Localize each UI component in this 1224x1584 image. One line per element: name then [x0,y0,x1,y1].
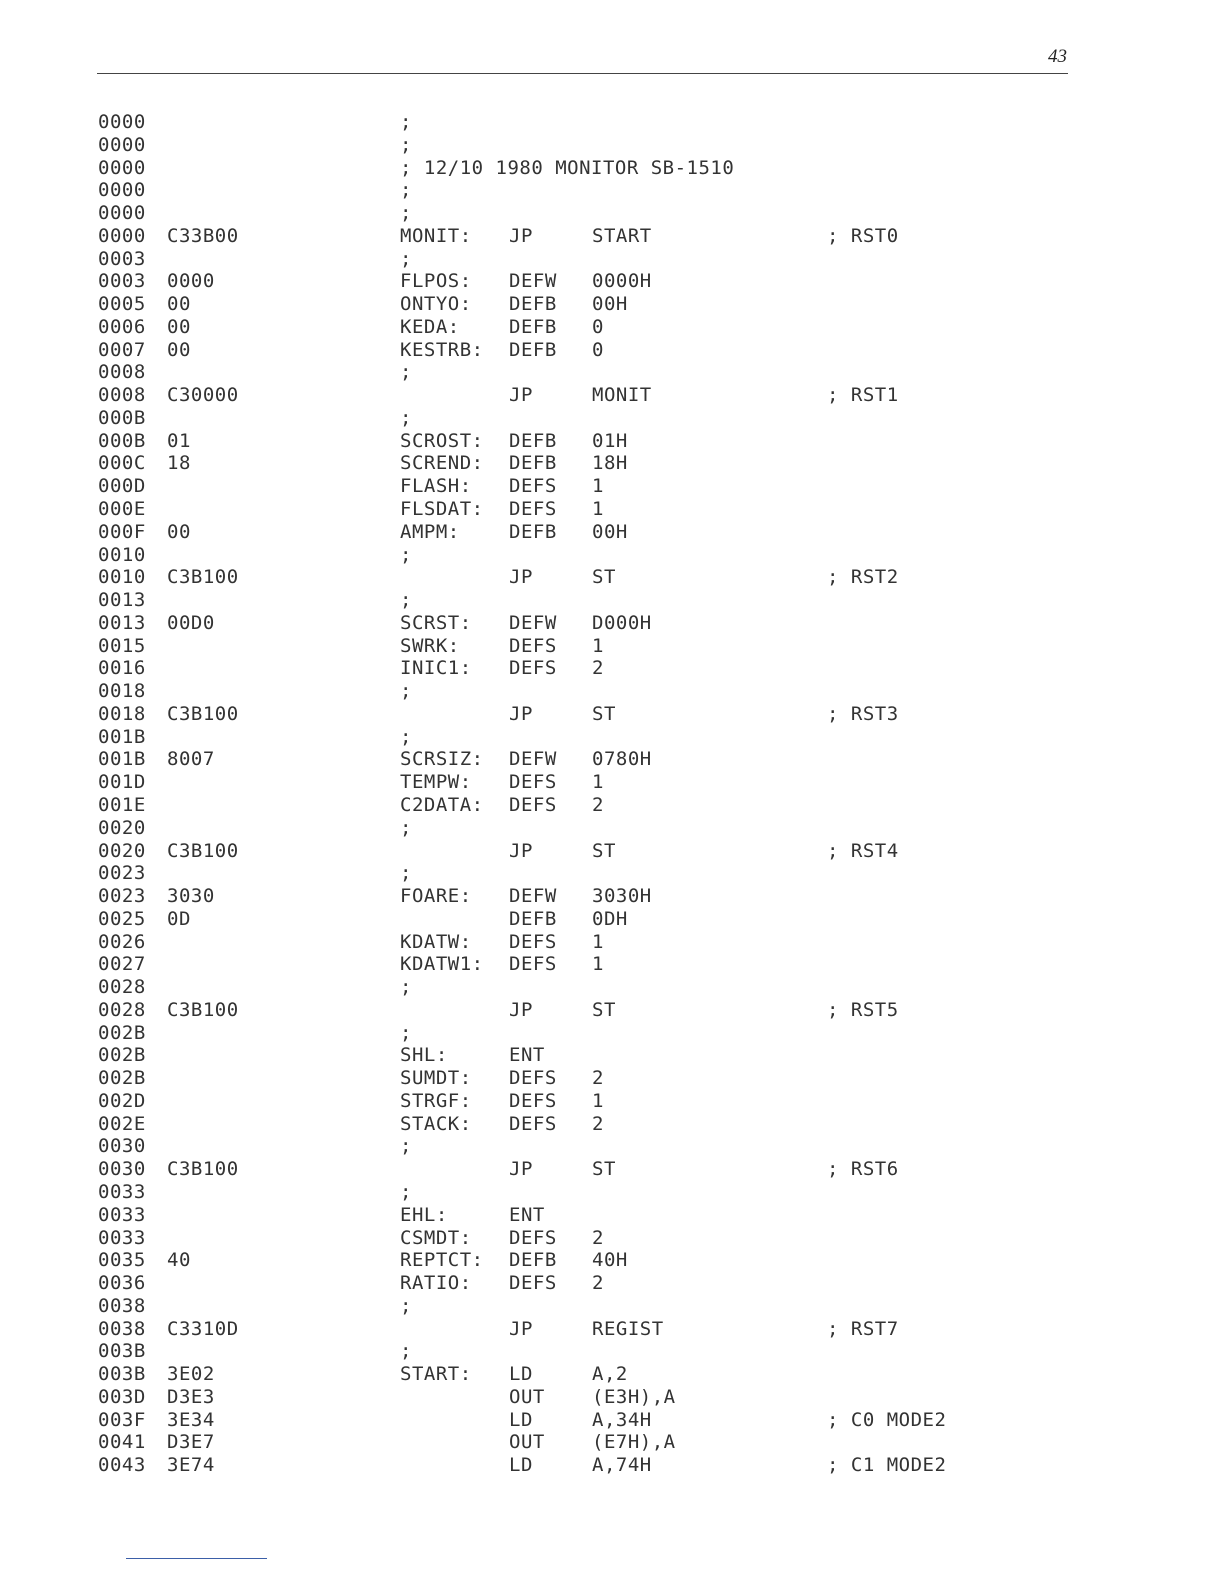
line-operand: 1 [592,634,604,657]
line-address: 000B [98,429,146,452]
line-operand: 1 [592,930,604,953]
line-object-code: C3B100 [167,839,239,862]
line-operand: 2 [592,1067,604,1090]
line-address: 0033 [98,1180,146,1203]
line-object-code: C33B00 [167,224,239,247]
line-label: MONIT: [400,224,472,247]
line-object-code: C3B100 [167,702,239,725]
line-operand: ST [592,566,616,589]
line-object-code: 00 [167,315,191,338]
line-address: 0010 [98,566,146,589]
listing-line [98,202,998,225]
listing-line [98,407,998,430]
line-operand: (E7H),A [592,1431,676,1454]
line-address: 0036 [98,1272,146,1295]
line-label: FOARE: [400,885,472,908]
line-label: FLSDAT: [400,498,484,521]
line-object-code: 3E02 [167,1363,215,1386]
line-address: 0003 [98,247,146,270]
line-address: 0003 [98,270,146,293]
listing-line [98,885,998,908]
line-mnemonic: OUT [509,1385,545,1408]
line-label: KEDA: [400,315,460,338]
line-label: FLASH: [400,475,472,498]
line-operand: 00H [592,293,628,316]
line-address: 000B [98,406,146,429]
line-label: ; [400,1135,412,1158]
line-object-code: 3E34 [167,1408,215,1431]
line-operand: ST [592,1158,616,1181]
line-label: ; [400,543,412,566]
listing-line [98,498,998,521]
listing-line [98,1431,998,1454]
line-operand: 0780H [592,748,652,771]
line-label: ; [400,1180,412,1203]
line-operand: 1 [592,475,604,498]
line-operand: 1 [592,498,604,521]
line-address: 0025 [98,907,146,930]
listing-line [98,1044,998,1067]
line-address: 0000 [98,133,146,156]
line-operand: START [592,224,652,247]
line-object-code: 3E74 [167,1454,215,1477]
listing-line [98,293,998,316]
line-address: 003B [98,1363,146,1386]
line-mnemonic: JP [509,1317,533,1340]
line-operand: ST [592,702,616,725]
line-object-code: 0D [167,907,191,930]
line-comment: ; RST3 [827,702,899,725]
line-mnemonic: DEFB [509,429,557,452]
line-label: ; [400,725,412,748]
line-mnemonic: LD [509,1363,533,1386]
line-label: ; [400,361,412,384]
line-label: FLPOS: [400,270,472,293]
listing-line [98,1340,998,1363]
listing-line [98,771,998,794]
listing-line [98,999,998,1022]
line-address: 0018 [98,680,146,703]
listing-line [98,521,998,544]
line-operand: 2 [592,1112,604,1135]
line-mnemonic: DEFS [509,1112,557,1135]
line-mnemonic: DEFS [509,771,557,794]
line-address: 0006 [98,315,146,338]
line-object-code: C30000 [167,384,239,407]
line-address: 0016 [98,657,146,680]
line-mnemonic: DEFW [509,748,557,771]
line-label: CSMDT: [400,1226,472,1249]
listing-line [98,157,998,180]
line-object-code: C3B100 [167,566,239,589]
line-label: REPTCT: [400,1249,484,1272]
line-operand: 1 [592,1089,604,1112]
line-label: ; [400,133,412,156]
line-address: 0018 [98,702,146,725]
line-operand: 2 [592,1272,604,1295]
listing-line [98,1272,998,1295]
listing-line [98,430,998,453]
line-mnemonic: DEFB [509,452,557,475]
line-label: ; [400,1021,412,1044]
line-comment: ; RST0 [827,224,899,247]
listing-line [98,179,998,202]
line-label: STACK: [400,1112,472,1135]
listing-line [98,1022,998,1045]
line-mnemonic: JP [509,702,533,725]
line-label: KDATW1: [400,953,484,976]
line-address: 0007 [98,338,146,361]
page-number: 43 [1048,46,1067,67]
line-label: SCROST: [400,429,484,452]
listing-line [98,1295,998,1318]
listing-line [98,361,998,384]
line-label: ; [400,179,412,202]
line-mnemonic: DEFS [509,634,557,657]
line-label: ; [400,111,412,133]
listing-line [98,1067,998,1090]
line-address: 0000 [98,179,146,202]
line-mnemonic: DEFS [509,1272,557,1295]
line-object-code: 0000 [167,270,215,293]
listing-line [98,817,998,840]
line-mnemonic: DEFW [509,611,557,634]
line-address: 0010 [98,543,146,566]
line-mnemonic: DEFS [509,475,557,498]
line-object-code: 8007 [167,748,215,771]
line-label: START: [400,1363,472,1386]
line-address: 001E [98,793,146,816]
footnote-rule [126,1558,267,1559]
line-object-code: 18 [167,452,191,475]
line-mnemonic: DEFB [509,338,557,361]
line-operand: 00H [592,520,628,543]
line-address: 0013 [98,589,146,612]
line-label: ; [400,976,412,999]
line-address: 0000 [98,156,146,179]
listing-line [98,475,998,498]
line-label: ; [400,1294,412,1317]
line-address: 0030 [98,1135,146,1158]
line-address: 0008 [98,361,146,384]
line-address: 0013 [98,611,146,634]
line-address: 002B [98,1067,146,1090]
line-operand: A,74H [592,1454,652,1477]
line-label: ; [400,1340,412,1363]
line-operand: 1 [592,953,604,976]
assembly-listing [98,111,998,1477]
line-operand: 0000H [592,270,652,293]
line-label: SUMDT: [400,1067,472,1090]
line-comment: ; RST1 [827,384,899,407]
line-label: ; [400,247,412,270]
line-address: 0028 [98,976,146,999]
listing-line [98,225,998,248]
line-comment: ; RST6 [827,1158,899,1181]
line-object-code: C3310D [167,1317,239,1340]
line-mnemonic: ENT [509,1203,545,1226]
line-label: ; [400,816,412,839]
line-mnemonic: DEFB [509,293,557,316]
line-label: SWRK: [400,634,460,657]
listing-line [98,1090,998,1113]
listing-line [98,248,998,271]
line-address: 0035 [98,1249,146,1272]
line-label: ONTYO: [400,293,472,316]
line-label: ; 12/10 1980 MONITOR SB-1510 [400,156,735,179]
line-label: SHL: [400,1044,448,1067]
listing-line [98,1204,998,1227]
listing-line [98,976,998,999]
line-mnemonic: JP [509,1158,533,1181]
line-mnemonic: OUT [509,1431,545,1454]
listing-line [98,1249,998,1272]
line-operand: D000H [592,611,652,634]
line-operand: A,2 [592,1363,628,1386]
line-address: 0026 [98,930,146,953]
line-mnemonic: DEFB [509,907,557,930]
line-mnemonic: DEFS [509,1067,557,1090]
listing-line [98,339,998,362]
line-mnemonic: JP [509,224,533,247]
line-label: SCREND: [400,452,484,475]
line-address: 001B [98,748,146,771]
line-operand: 1 [592,771,604,794]
line-operand: ST [592,839,616,862]
line-address: 0020 [98,839,146,862]
line-mnemonic: LD [509,1454,533,1477]
listing-line [98,726,998,749]
line-address: 0005 [98,293,146,316]
line-operand: 3030H [592,885,652,908]
listing-line [98,657,998,680]
line-object-code: D3E7 [167,1431,215,1454]
line-label: EHL: [400,1203,448,1226]
line-label: KESTRB: [400,338,484,361]
listing-line [98,1386,998,1409]
line-address: 0000 [98,111,146,133]
listing-line [98,794,998,817]
line-label: SCRST: [400,611,472,634]
listing-line [98,589,998,612]
listing-line [98,862,998,885]
line-mnemonic: DEFB [509,520,557,543]
line-address: 0015 [98,634,146,657]
listing-line [98,953,998,976]
line-comment: ; RST2 [827,566,899,589]
line-mnemonic: JP [509,566,533,589]
line-comment: ; RST4 [827,839,899,862]
line-label: ; [400,680,412,703]
line-address: 002E [98,1112,146,1135]
line-operand: 0 [592,338,604,361]
listing-line [98,1454,998,1477]
listing-line [98,1113,998,1136]
line-address: 003F [98,1408,146,1431]
line-address: 0023 [98,862,146,885]
line-address: 0033 [98,1226,146,1249]
line-address: 001B [98,725,146,748]
listing-line [98,1227,998,1250]
line-operand: MONIT [592,384,652,407]
line-label: ; [400,589,412,612]
listing-line [98,316,998,339]
line-object-code: 00D0 [167,611,215,634]
line-object-code: D3E3 [167,1385,215,1408]
line-operand: 01H [592,429,628,452]
line-mnemonic: DEFW [509,885,557,908]
listing-line [98,1318,998,1341]
line-operand: 0 [592,315,604,338]
line-address: 0020 [98,816,146,839]
line-mnemonic: DEFB [509,1249,557,1272]
line-address: 002D [98,1089,146,1112]
line-address: 002B [98,1021,146,1044]
line-label: SCRSIZ: [400,748,484,771]
line-label: ; [400,862,412,885]
line-operand: 18H [592,452,628,475]
line-label: RATIO: [400,1272,472,1295]
line-address: 001D [98,771,146,794]
line-label: AMPM: [400,520,460,543]
line-mnemonic: DEFS [509,930,557,953]
line-address: 002B [98,1044,146,1067]
line-object-code: 00 [167,293,191,316]
line-mnemonic: DEFS [509,793,557,816]
line-object-code: 3030 [167,885,215,908]
line-comment: ; C0 MODE2 [827,1408,947,1431]
line-address: 0000 [98,224,146,247]
line-operand: 2 [592,1226,604,1249]
listing-line [98,703,998,726]
line-address: 0038 [98,1294,146,1317]
header-rule [97,73,1068,74]
listing-line [98,1363,998,1386]
line-mnemonic: DEFS [509,1226,557,1249]
line-mnemonic: JP [509,839,533,862]
line-mnemonic: ENT [509,1044,545,1067]
line-mnemonic: DEFS [509,1089,557,1112]
line-comment: ; C1 MODE2 [827,1454,947,1477]
listing-line [98,840,998,863]
line-object-code: C3B100 [167,1158,239,1181]
line-address: 000F [98,520,146,543]
line-address: 0027 [98,953,146,976]
line-label: ; [400,202,412,225]
listing-line [98,748,998,771]
line-address: 000D [98,475,146,498]
line-address: 000C [98,452,146,475]
listing-line [98,908,998,931]
line-operand: (E3H),A [592,1385,676,1408]
listing-line [98,111,998,134]
line-object-code: 00 [167,338,191,361]
line-label: C2DATA: [400,793,484,816]
line-address: 0038 [98,1317,146,1340]
line-object-code: C3B100 [167,998,239,1021]
listing-line [98,680,998,703]
listing-line [98,270,998,293]
line-address: 0008 [98,384,146,407]
listing-line [98,384,998,407]
line-comment: ; RST7 [827,1317,899,1340]
line-address: 0030 [98,1158,146,1181]
listing-line [98,612,998,635]
line-object-code: 01 [167,429,191,452]
line-operand: A,34H [592,1408,652,1431]
listing-line [98,1409,998,1432]
line-address: 0043 [98,1454,146,1477]
line-operand: 2 [592,793,604,816]
line-operand: REGIST [592,1317,664,1340]
line-address: 0028 [98,998,146,1021]
line-address: 003D [98,1385,146,1408]
listing-line [98,1158,998,1181]
listing-line [98,134,998,157]
listing-line [98,1181,998,1204]
line-mnemonic: DEFS [509,657,557,680]
line-object-code: 00 [167,520,191,543]
listing-line [98,452,998,475]
line-address: 0041 [98,1431,146,1454]
line-object-code: 40 [167,1249,191,1272]
line-address: 0000 [98,202,146,225]
line-comment: ; RST5 [827,998,899,1021]
line-mnemonic: JP [509,384,533,407]
line-address: 0033 [98,1203,146,1226]
listing-line [98,1135,998,1158]
listing-line [98,635,998,658]
line-label: TEMPW: [400,771,472,794]
line-address: 000E [98,498,146,521]
line-operand: 2 [592,657,604,680]
line-operand: 40H [592,1249,628,1272]
line-address: 003B [98,1340,146,1363]
line-mnemonic: LD [509,1408,533,1431]
line-mnemonic: DEFB [509,315,557,338]
line-mnemonic: DEFS [509,498,557,521]
line-address: 0023 [98,885,146,908]
line-mnemonic: JP [509,998,533,1021]
listing-line [98,544,998,567]
line-label: KDATW: [400,930,472,953]
listing-line [98,931,998,954]
listing-line [98,566,998,589]
line-label: STRGF: [400,1089,472,1112]
line-label: INIC1: [400,657,472,680]
line-mnemonic: DEFS [509,953,557,976]
line-operand: 0DH [592,907,628,930]
line-label: ; [400,406,412,429]
line-operand: ST [592,998,616,1021]
line-mnemonic: DEFW [509,270,557,293]
